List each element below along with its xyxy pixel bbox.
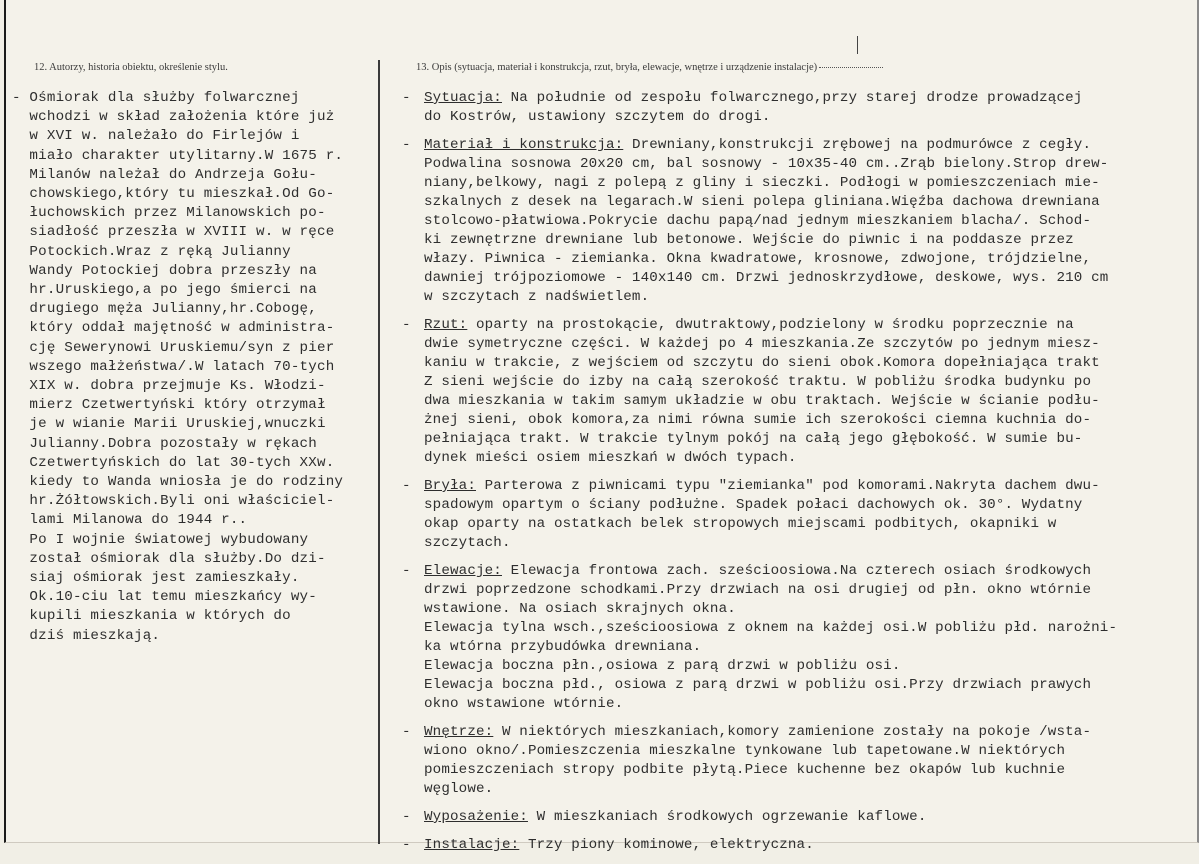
document-sheet — [4, 0, 1199, 853]
section-text: do Kostrów, ustawiony szczytem do drogi. — [424, 109, 771, 125]
history-line: drugiego męża Julianny,hr.Cobogę, — [12, 301, 317, 318]
history-line: siadłość przeszła w XVIII w. w ręce — [12, 224, 335, 241]
history-line: kupili mieszkania w których do — [12, 608, 291, 625]
description-line — [402, 316, 1199, 335]
description-line — [402, 836, 1199, 855]
description-section — [402, 562, 1199, 714]
section-text: spadowym opartym o ściany podłużne. Spadek połaci dachowych ok. 30°. Wydatny — [424, 497, 1083, 513]
description-line — [402, 600, 1199, 619]
bullet-dash: - — [402, 724, 411, 740]
description-line — [402, 619, 1199, 638]
description-section — [402, 477, 1199, 553]
history-line: który oddał majętność w administra- — [12, 320, 335, 337]
column-divider — [378, 60, 380, 844]
description-line — [402, 231, 1199, 250]
history-line: - Ośmiorak dla służby folwarcznej — [12, 90, 300, 106]
history-line: Po I wojnie światowej wybudowany — [12, 531, 309, 548]
description-line — [402, 477, 1199, 496]
section-text: Elewacja boczna płn.,osiowa z parą drzwi w pobliżu osi. — [424, 658, 901, 674]
description-section — [402, 89, 1199, 127]
section-text: szczytach. — [424, 535, 511, 551]
history-line: mierz Czetwertyński który otrzymał — [12, 397, 326, 414]
section-text: Drewniany,konstrukcji zrębowej na podmurówce z cegły. — [623, 137, 1092, 153]
description-line — [402, 212, 1199, 231]
history-line: w XVI w. należało do Firlejów i — [12, 128, 300, 145]
description-line — [402, 742, 1199, 761]
section-text: włazy. Piwnica - ziemianka. Okna kwadratowe, krosnowe, zdwojone, trójdzielne, — [424, 251, 1092, 267]
description-line — [402, 496, 1199, 515]
section-text: dwa mieszkania w takim samym układzie w obu traktach. Wejście w ścianie podłu- — [424, 393, 1100, 409]
description-line — [402, 174, 1199, 193]
section-text: ka wtórna przybudówka drewniana. — [424, 639, 702, 655]
history-line: chowskiego,który tu mieszkał.Od Go- — [12, 186, 335, 203]
description-line — [402, 515, 1199, 534]
history-line: kiedy to Wanda wniosła je do rodziny — [12, 474, 344, 491]
description-line — [402, 534, 1199, 553]
section-text: okno wstawione wtórnie. — [424, 696, 624, 712]
description-section — [402, 136, 1199, 307]
history-line: miało charakter utylitarny.W 1675 r. — [12, 147, 344, 164]
description-line — [402, 676, 1199, 695]
description-column — [402, 89, 1199, 864]
section-text: Na południe od zespołu folwarcznego,przy starej drodze prowadzącej — [501, 90, 1083, 106]
section-text: w szczytach z nadświetlem. — [424, 289, 650, 305]
section-label: Bryła: — [424, 478, 476, 494]
bullet-dash: - — [402, 90, 411, 106]
history-line: Ok.10-ciu lat temu mieszkańcy wy- — [12, 589, 317, 606]
history-line: wszego małżeństwa/.W latach 70-tych — [12, 358, 335, 375]
section-text: Parterowa z piwnicami typu "ziemianka" pod komorami.Nakryta dachem dwu- — [475, 478, 1100, 494]
section-text: Podwalina sosnowa 20x20 cm, bal sosnowy - 10x35-40 cm..Zrąb bielony.Strop drew- — [424, 156, 1109, 172]
bullet-dash: - — [402, 563, 411, 579]
description-section — [402, 836, 1199, 855]
description-line — [402, 581, 1199, 600]
history-line: został ośmiorak dla służby.Do dzi- — [12, 550, 326, 567]
description-line — [402, 250, 1199, 269]
description-line — [402, 695, 1199, 714]
bullet-dash: - — [402, 837, 411, 853]
description-line — [402, 411, 1199, 430]
section-text: W mieszkaniach środkowych ogrzewanie kaflowe. — [527, 809, 927, 825]
description-line — [402, 449, 1199, 468]
history-line: Wandy Potockiej dobra przeszły na — [12, 262, 317, 279]
section-label: Wyposażenie: — [424, 809, 528, 825]
description-line — [402, 269, 1199, 288]
history-line: lami Milanowa do 1944 r.. — [12, 512, 248, 529]
header-left: 12. Autorzy, historia obiektu, określenie stylu. — [34, 62, 228, 73]
description-line — [402, 335, 1199, 354]
section-text: dynek mieści osiem mieszkań w dwóch typach. — [424, 450, 797, 466]
description-line — [402, 288, 1199, 307]
description-section — [402, 316, 1199, 468]
section-text: drzwi poprzedzone schodkami.Przy drzwiach na osi drugiej od płn. okno wtórnie — [424, 582, 1092, 598]
section-text: stolcowo-płatwiowa.Pokrycie dachu papą/nad jednym mieszkaniem blacha/. Schod- — [424, 213, 1092, 229]
section-text: żnej sieni, obok komora,za nimi równa sumie ich szerokości ciemna kuchnia do- — [424, 412, 1092, 428]
description-section — [402, 808, 1199, 827]
history-line: Julianny.Dobra pozostały w rękach — [12, 435, 317, 452]
section-text: wstawione. Na osiach skrajnych okna. — [424, 601, 736, 617]
section-text: niany,belkowy, nagi z polepą z gliny i sieczki. Podłogi w pomieszczeniach mie- — [424, 175, 1100, 191]
history-line: je w wianie Marii Uruskiej,wnuczki — [12, 416, 326, 433]
description-section — [402, 723, 1199, 799]
history-line: Czetwertyńskich do lat 30-tych XXw. — [12, 454, 335, 471]
section-label: Instalacje: — [424, 837, 520, 853]
section-text: węglowe. — [424, 781, 494, 797]
section-text: ki zewnętrzne drewniane lub betonowe. Wejście do piwnic i na poddasze przez — [424, 232, 1074, 248]
section-label: Materiał i konstrukcja: — [424, 137, 624, 153]
description-line — [402, 392, 1199, 411]
description-line — [402, 638, 1199, 657]
section-text: Elewacja frontowa zach. sześcioosiowa.Na czterech osiach środkowych — [501, 563, 1092, 579]
description-line — [402, 89, 1199, 108]
section-text: pomieszczeniach stropy podbite płytą.Piece kuchenne bez okapów lub kuchnie — [424, 762, 1066, 778]
history-line: hr.Żółtowskich.Byli oni właściciel- — [12, 493, 335, 510]
description-line — [402, 354, 1199, 373]
description-line — [402, 723, 1199, 742]
history-line: dziś mieszkają. — [12, 627, 161, 644]
section-text: Trzy piony kominowe, elektryczna. — [519, 837, 814, 853]
bullet-dash: - — [402, 478, 411, 494]
history-line: Milanów należał do Andrzeja Gołu- — [12, 166, 317, 183]
section-text: kaniu w trakcie, z wejściem od szczytu do sieni obok.Komora dopełniająca trakt — [424, 355, 1100, 371]
history-line: siaj ośmiorak jest zamieszkały. — [12, 570, 300, 587]
description-line — [402, 430, 1199, 449]
history-column — [12, 89, 378, 646]
section-label: Rzut: — [424, 317, 468, 333]
section-text: oparty na prostokącie, dwutraktowy,podzielony w środku poprzecznie na — [467, 317, 1074, 333]
section-label: Wnętrze: — [424, 724, 494, 740]
section-label: Sytuacja: — [424, 90, 502, 106]
section-text: dwie symetryczne części. W każdej po 4 mieszkania.Ze szczytów po jednym miesz- — [424, 336, 1100, 352]
section-label: Elewacje: — [424, 563, 502, 579]
section-text: Z sieni wejście do izby na całą szerokość traktu. W pobliżu środka budynku po — [424, 374, 1092, 390]
section-text: Elewacja boczna płd., osiowa z parą drzwi w pobliżu osi.Przy drzwiach prawych — [424, 677, 1092, 693]
section-text: wiono okno/.Pomieszczenia mieszkalne tynkowane lub tapetowane.W niektórych — [424, 743, 1066, 759]
header-dotted-line — [819, 67, 883, 68]
description-line — [402, 657, 1199, 676]
description-line — [402, 780, 1199, 799]
section-text: pełniająca trakt. W trakcie tylnym pokój na całą jego głębokość. W sumie bu- — [424, 431, 1083, 447]
header-right-text: 13. Opis (sytuacja, materiał i konstrukcja, rzut, bryła, elewacje, wnętrze i urządzenie instalacje) — [416, 62, 818, 73]
section-text: szkalnych z desek na legarach.W sieni polepa gliniana.Więźba dachowa drewniana — [424, 194, 1100, 210]
bullet-dash: - — [402, 137, 411, 153]
history-line: wchodzi w skład założenia które już — [12, 109, 335, 126]
history-line: Potockich.Wraz z ręką Julianny — [12, 243, 291, 260]
history-line: cję Sewerynowi Uruskiemu/syn z pier — [12, 339, 335, 356]
description-line — [402, 808, 1199, 827]
description-line — [402, 108, 1199, 127]
description-line — [402, 136, 1199, 155]
history-line: hr.Uruskiego,a po jego śmierci na — [12, 282, 317, 299]
section-text: Elewacja tylna wsch.,sześcioosiowa z oknem na każdej osi.W pobliżu płd. narożni- — [424, 620, 1118, 636]
description-line — [402, 562, 1199, 581]
section-text: dawniej trójpoziomowe - 140x140 cm. Drzwi jednoskrzydłowe, deskowe, wys. 210 cm — [424, 270, 1109, 286]
section-text: W niektórych mieszkaniach,komory zamienione zostały na pokoje /wsta- — [493, 724, 1092, 740]
header-right — [416, 62, 883, 73]
description-line — [402, 193, 1199, 212]
description-line — [402, 373, 1199, 392]
description-line — [402, 155, 1199, 174]
description-line — [402, 761, 1199, 780]
pen-mark — [857, 36, 858, 54]
bullet-dash: - — [402, 809, 411, 825]
bullet-dash: - — [402, 317, 411, 333]
history-line: XIX w. dobra przejmuje Ks. Włodzi- — [12, 378, 326, 395]
history-line: łuchowskich przez Milanowskich po- — [12, 205, 326, 222]
section-text: okap oparty na ostatkach belek stropowych miejscami podbitych, okapniki w — [424, 516, 1057, 532]
